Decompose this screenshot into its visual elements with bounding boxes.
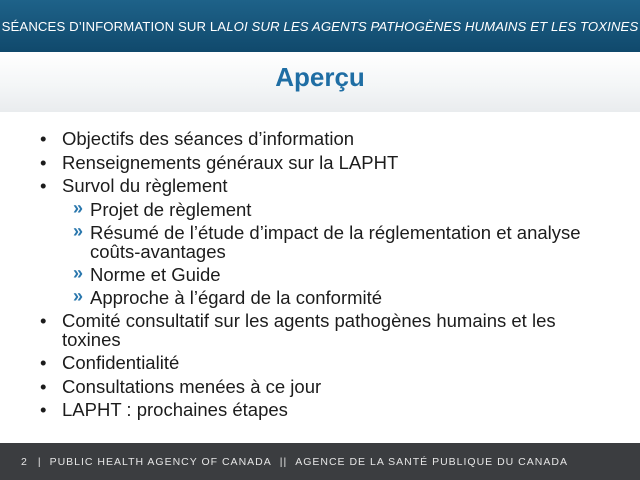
header-text-prefix: SÉANCES D’INFORMATION SUR LA <box>1 18 227 34</box>
bullet-icon: • <box>40 151 47 173</box>
agency-name-french: AGENCE DE LA SANTÉ PUBLIQUE DU CANADA <box>295 455 568 468</box>
sub-list-item <box>40 285 610 308</box>
chevron-double-right-icon: » <box>73 285 84 306</box>
agency-name-english: PUBLIC HEALTH AGENCY OF CANADA <box>49 455 272 468</box>
list-item <box>40 400 610 419</box>
bullet-icon: • <box>40 375 47 397</box>
page-number: 2 <box>21 455 28 468</box>
bullet-icon: • <box>40 352 47 373</box>
sub-list-item-text: Norme et Guide <box>90 263 221 285</box>
bullet-icon: • <box>40 128 47 149</box>
sub-list-item <box>40 220 610 262</box>
list-item <box>40 353 610 372</box>
bullet-icon: • <box>40 309 47 331</box>
chevron-double-right-icon: » <box>73 197 84 218</box>
list-item-text: Renseignements généraux sur la LAPHT <box>62 151 399 173</box>
list-item-text: Comité consultatif sur les agents pathogènes humains et les toxines <box>62 309 556 350</box>
slide-footer <box>0 443 640 480</box>
list-item <box>40 153 610 172</box>
list-item-text: Confidentialité <box>62 352 180 373</box>
footer-separator-double: || <box>279 455 288 468</box>
footer-separator: | <box>37 455 42 468</box>
chevron-double-right-icon: » <box>73 262 84 283</box>
sub-list-item <box>40 262 610 285</box>
list-item <box>40 129 610 148</box>
bullet-list <box>40 129 610 424</box>
sub-list-item-text: Projet de règlement <box>90 198 252 220</box>
slide-title: Aperçu <box>275 62 365 92</box>
header-text-italic: LOI SUR LES AGENTS PATHOGÈNES HUMAINS ET LES TOXINES <box>226 18 639 34</box>
list-item-text: LAPHT : prochaines étapes <box>62 399 288 420</box>
slide-header <box>0 0 640 52</box>
list-item <box>40 311 610 349</box>
chevron-double-right-icon: » <box>73 220 84 241</box>
sub-list-item-text: Approche à l’égard de la conformité <box>90 286 383 308</box>
list-item-text: Consultations menées à ce jour <box>62 375 322 397</box>
sub-list-item <box>40 197 610 220</box>
list-item <box>40 377 610 396</box>
bullet-icon: • <box>40 175 47 196</box>
list-item <box>40 176 610 195</box>
sub-list-item-text: Résumé de l’étude d’impact de la réglementation et analyse coûts-avantages <box>90 221 581 262</box>
list-item-text: Survol du règlement <box>62 175 228 196</box>
list-item-text: Objectifs des séances d’information <box>62 128 355 149</box>
bullet-icon: • <box>40 399 47 420</box>
